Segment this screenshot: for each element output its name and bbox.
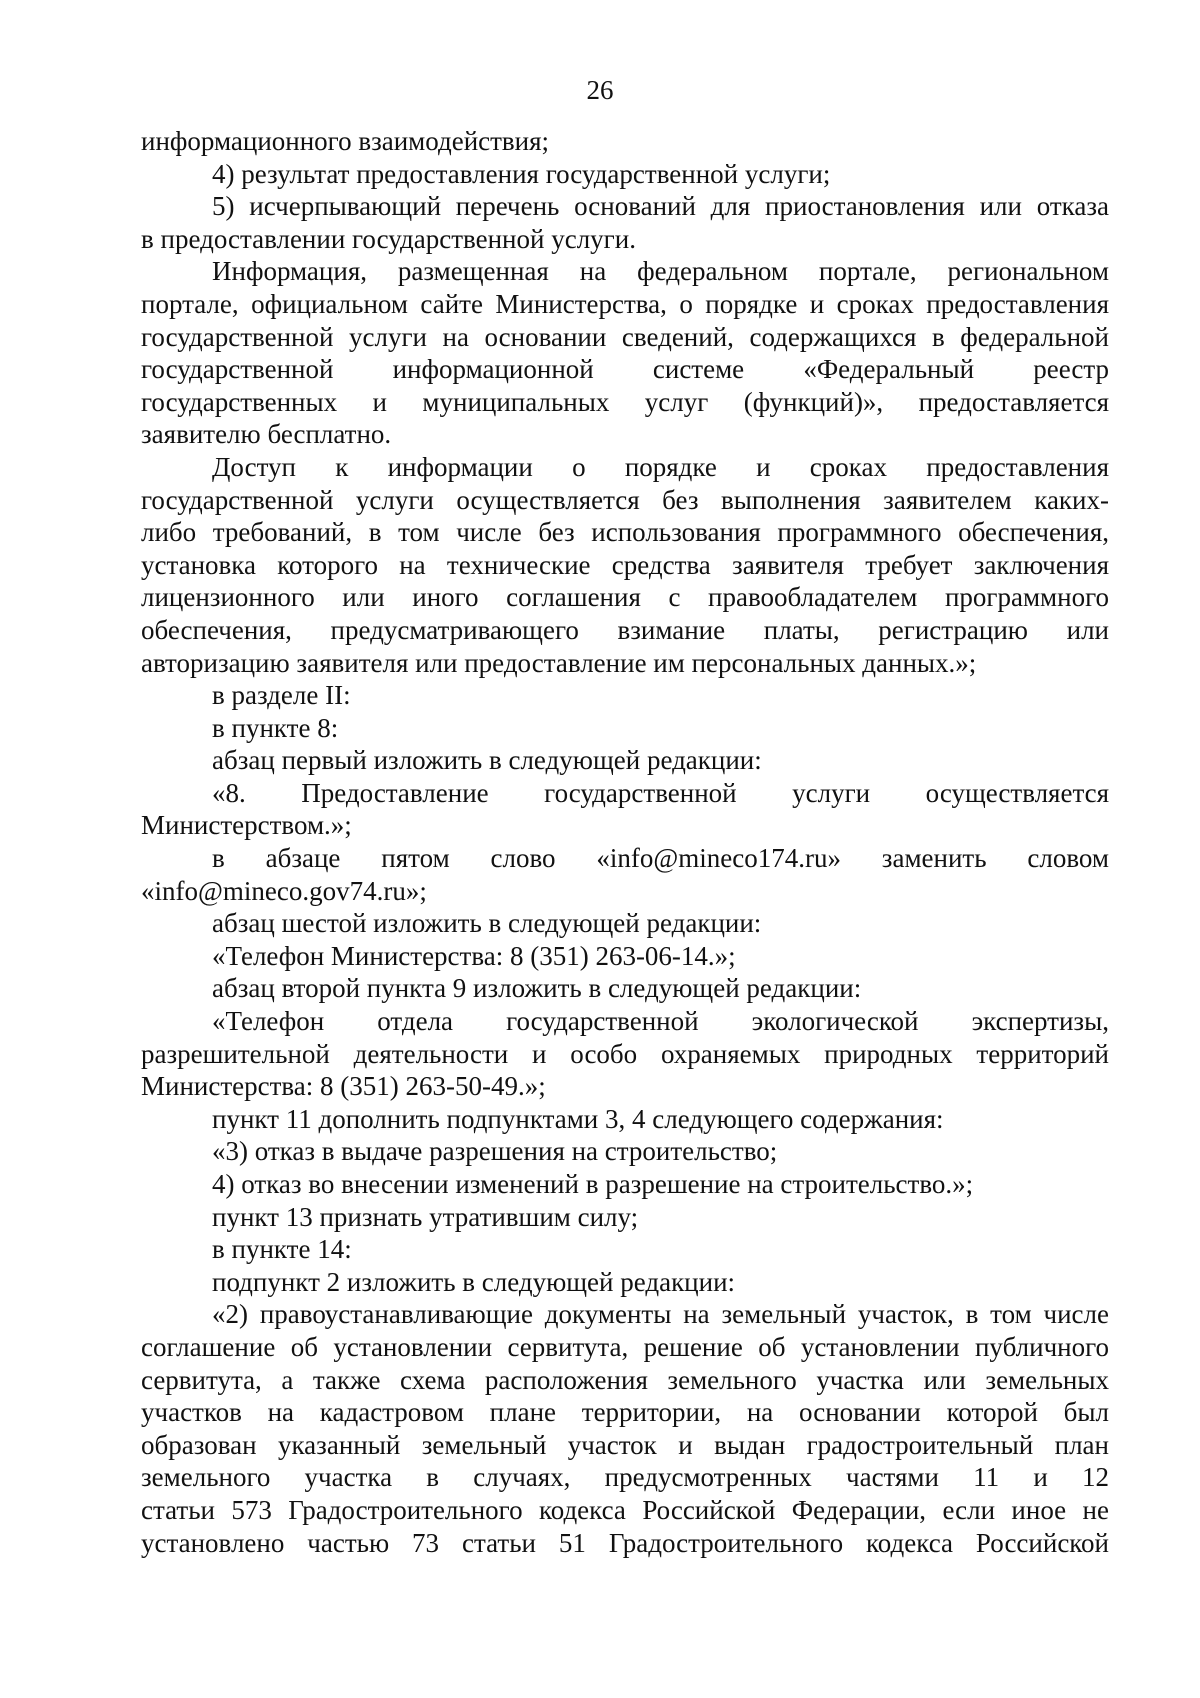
text-line: участков на кадастровом плане территории, на основании которой был — [141, 1397, 1109, 1428]
text-line: Доступ к информации о порядке и сроках предоставления — [212, 451, 1109, 482]
text-line: «2) правоустанавливающие документы на земельный участок, в том числе — [212, 1299, 1109, 1330]
text-line: в разделе II: — [212, 680, 351, 711]
text-line: обеспечения, предусматривающего взимание платы, регистрацию или — [141, 614, 1109, 645]
text-line: абзац второй пункта 9 изложить в следующей редакции: — [212, 973, 862, 1004]
page-number: 26 — [586, 75, 614, 105]
text-line: в пункте 8: — [212, 712, 339, 743]
text-line: образован указанный земельный участок и выдан градостроительный план — [141, 1429, 1109, 1460]
text-line: абзац шестой изложить в следующей редакции: — [212, 908, 762, 939]
text-line: подпункт 2 изложить в следующей редакции: — [212, 1266, 736, 1297]
document-body — [141, 125, 1109, 1559]
text-line: сервитута, а также схема расположения земельного участка или земельных — [141, 1364, 1109, 1395]
text-line: государственной услуги на основании сведений, содержащихся в федеральной — [141, 321, 1109, 352]
text-line: 4) результат предоставления государственной услуги; — [212, 158, 831, 189]
text-line: пункт 11 дополнить подпунктами 3, 4 следующего содержания: — [212, 1103, 944, 1134]
text-line: в пункте 14: — [212, 1234, 352, 1265]
text-line: государственной информационной системе «Федеральный реестр — [141, 354, 1109, 385]
text-line: «info@mineco.gov74.ru»; — [141, 875, 427, 906]
text-line: Информация, размещенная на федеральном портале, региональном — [212, 256, 1109, 287]
text-line: государственной услуги осуществляется без выполнения заявителем каких- — [141, 484, 1109, 515]
text-line: заявителю бесплатно. — [141, 419, 392, 450]
text-line: авторизацию заявителя или предоставление им персональных данных.»; — [141, 647, 977, 678]
text-line: «Телефон отдела государственной экологической экспертизы, — [212, 1006, 1109, 1037]
text-line: разрешительной деятельности и особо охраняемых природных территорий — [141, 1038, 1109, 1069]
text-line: «8. Предоставление государственной услуги осуществляется — [212, 777, 1109, 808]
text-line: «3) отказ в выдаче разрешения на строительство; — [212, 1136, 778, 1167]
text-line: «Телефон Министерства: 8 (351) 263-06-14.»; — [212, 940, 736, 971]
text-line: земельного участка в случаях, предусмотренных частями 11 и 12 — [141, 1462, 1109, 1493]
text-line: Министерства: 8 (351) 263-50-49.»; — [141, 1071, 546, 1102]
text-line: установлено частью 73 статьи 51 Градостроительного кодекса Российской — [141, 1527, 1109, 1558]
text-line: либо требований, в том числе без использования программного обеспечения, — [141, 517, 1109, 548]
text-line: 4) отказ во внесении изменений в разрешение на строительство.»; — [212, 1169, 974, 1199]
text-line: в абзаце пятом слово «info@mineco174.ru» заменить словом — [212, 843, 1109, 874]
text-line: Министерством.»; — [141, 810, 352, 841]
text-line: государственных и муниципальных услуг (функций)», предоставляется — [141, 386, 1109, 417]
text-line: 5) исчерпывающий перечень оснований для приостановления или отказа — [212, 191, 1109, 222]
text-line: портале, официальном сайте Министерства, о порядке и сроках предоставления — [141, 288, 1109, 319]
text-line: в предоставлении государственной услуги. — [141, 223, 636, 254]
text-line: соглашение об установлении сервитута, решение об установлении публичного — [141, 1331, 1109, 1362]
text-line: информационного взаимодействия; — [141, 126, 550, 156]
text-line: статьи 573 Градостроительного кодекса Российской Федерации, если иное не — [141, 1494, 1109, 1525]
text-line: лицензионного или иного соглашения с правообладателем программного — [141, 582, 1109, 613]
text-line: установка которого на технические средства заявителя требует заключения — [141, 549, 1109, 580]
text-line: пункт 13 признать утратившим силу; — [212, 1201, 639, 1232]
text-line: абзац первый изложить в следующей редакции: — [212, 745, 762, 776]
